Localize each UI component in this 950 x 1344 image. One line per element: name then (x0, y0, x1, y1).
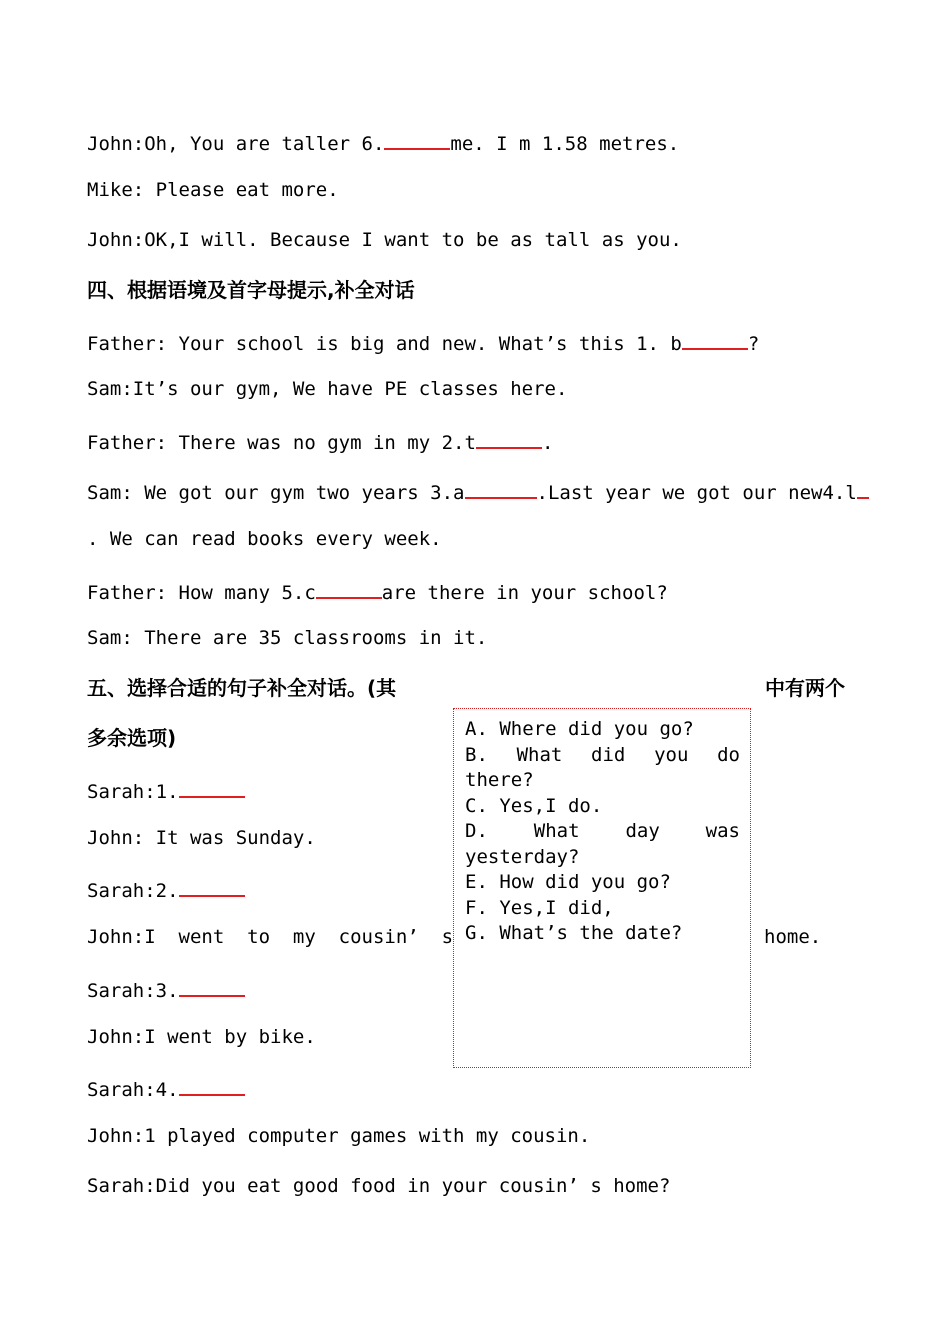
answer-blank-4-3[interactable] (465, 477, 537, 499)
answer-blank-4-4[interactable] (857, 477, 869, 499)
dialogue-line-sam-4: Sam: There are 35 classrooms in it. (87, 627, 488, 649)
dialogue-line-john-ok: John:OK,I will. Because I want to be as tall as you. (87, 229, 682, 251)
text-segment: Father: There was no gym in my 2.t (87, 432, 476, 454)
dialogue-line-father-1 (87, 328, 759, 356)
dialogue-line-sarah-5: Sarah:Did you eat good food in your cousin’ s home? (87, 1175, 671, 1197)
dialogue-line-sarah-4 (87, 1074, 245, 1102)
dialogue-line-sarah-2 (87, 875, 245, 903)
dialogue-line-father-3 (87, 577, 668, 605)
text-segment: Sarah:3. (87, 980, 179, 1002)
dialogue-line-mike: Mike: Please eat more. (87, 179, 339, 201)
text-segment: me. I m 1.58 metres. (450, 133, 680, 155)
option-b: B. What did you do there? (465, 743, 740, 791)
section-5-heading-right: 中有两个 (765, 676, 845, 700)
text-segment: Father: Your school is big and new. What’s this 1. b (87, 333, 682, 355)
dialogue-line-john-taller (87, 128, 679, 156)
section-4-heading: 四、根据语境及首字母提示,补全对话 (87, 278, 415, 302)
text-segment: Father: How many 5.c (87, 582, 316, 604)
dialogue-line-john-1: John: It was Sunday. (87, 827, 316, 849)
option-a: A. Where did you go? (465, 718, 694, 740)
dialogue-line-sam-3: . We can read books every week. (87, 528, 442, 550)
dialogue-line-sarah-1 (87, 776, 245, 804)
option-f: F. Yes,I did, (465, 896, 614, 919)
answer-blank-5-3[interactable] (179, 975, 245, 997)
text-segment: . (541, 432, 554, 454)
dialogue-line-father-2 (87, 427, 553, 455)
answer-blank-4-5[interactable] (316, 577, 382, 599)
answer-blank-5-1[interactable] (179, 776, 245, 798)
option-g: G. What’s the date? (465, 922, 683, 944)
dialogue-line-john-4: John:1 played computer games with my cousin. (87, 1125, 591, 1147)
text-segment: ? (747, 333, 760, 355)
option-d: D. What day was yesterday? (465, 820, 740, 868)
text-segment: .Last year we got our new4.l (536, 482, 857, 504)
answer-blank-5-4[interactable] (179, 1074, 245, 1096)
text-segment: Sam: We got our gym two years 3.a (87, 482, 465, 504)
dialogue-line-sarah-3 (87, 975, 245, 1003)
text-segment: Sarah:1. (87, 781, 179, 803)
answer-blank-6[interactable] (384, 128, 450, 150)
answer-blank-4-1[interactable] (682, 328, 748, 350)
section-5-heading-line2: 多余选项) (87, 726, 177, 750)
options-box (453, 708, 751, 1068)
section-5-heading: 五、选择合适的句子补全对话。(其 (87, 676, 397, 700)
option-e: E. How did you go? (465, 871, 671, 893)
text-segment: Sarah:4. (87, 1079, 179, 1101)
dialogue-line-john-2: John:I went to my cousin’ s (87, 926, 454, 948)
text-segment: Sarah:2. (87, 880, 179, 902)
dialogue-line-john-3: John:I went by bike. (87, 1026, 316, 1048)
dialogue-line-sam-1: Sam:It’s our gym, We have PE classes here. (87, 378, 568, 400)
text-segment: John:Oh, You are taller 6. (87, 133, 385, 155)
dialogue-line-sam-2 (87, 477, 869, 505)
answer-blank-4-2[interactable] (476, 427, 542, 449)
option-c: C. Yes,I do. (465, 794, 603, 817)
text-segment: are there in your school? (381, 582, 668, 604)
dialogue-line-john-2-end: home. (764, 926, 822, 948)
answer-blank-5-2[interactable] (179, 875, 245, 897)
